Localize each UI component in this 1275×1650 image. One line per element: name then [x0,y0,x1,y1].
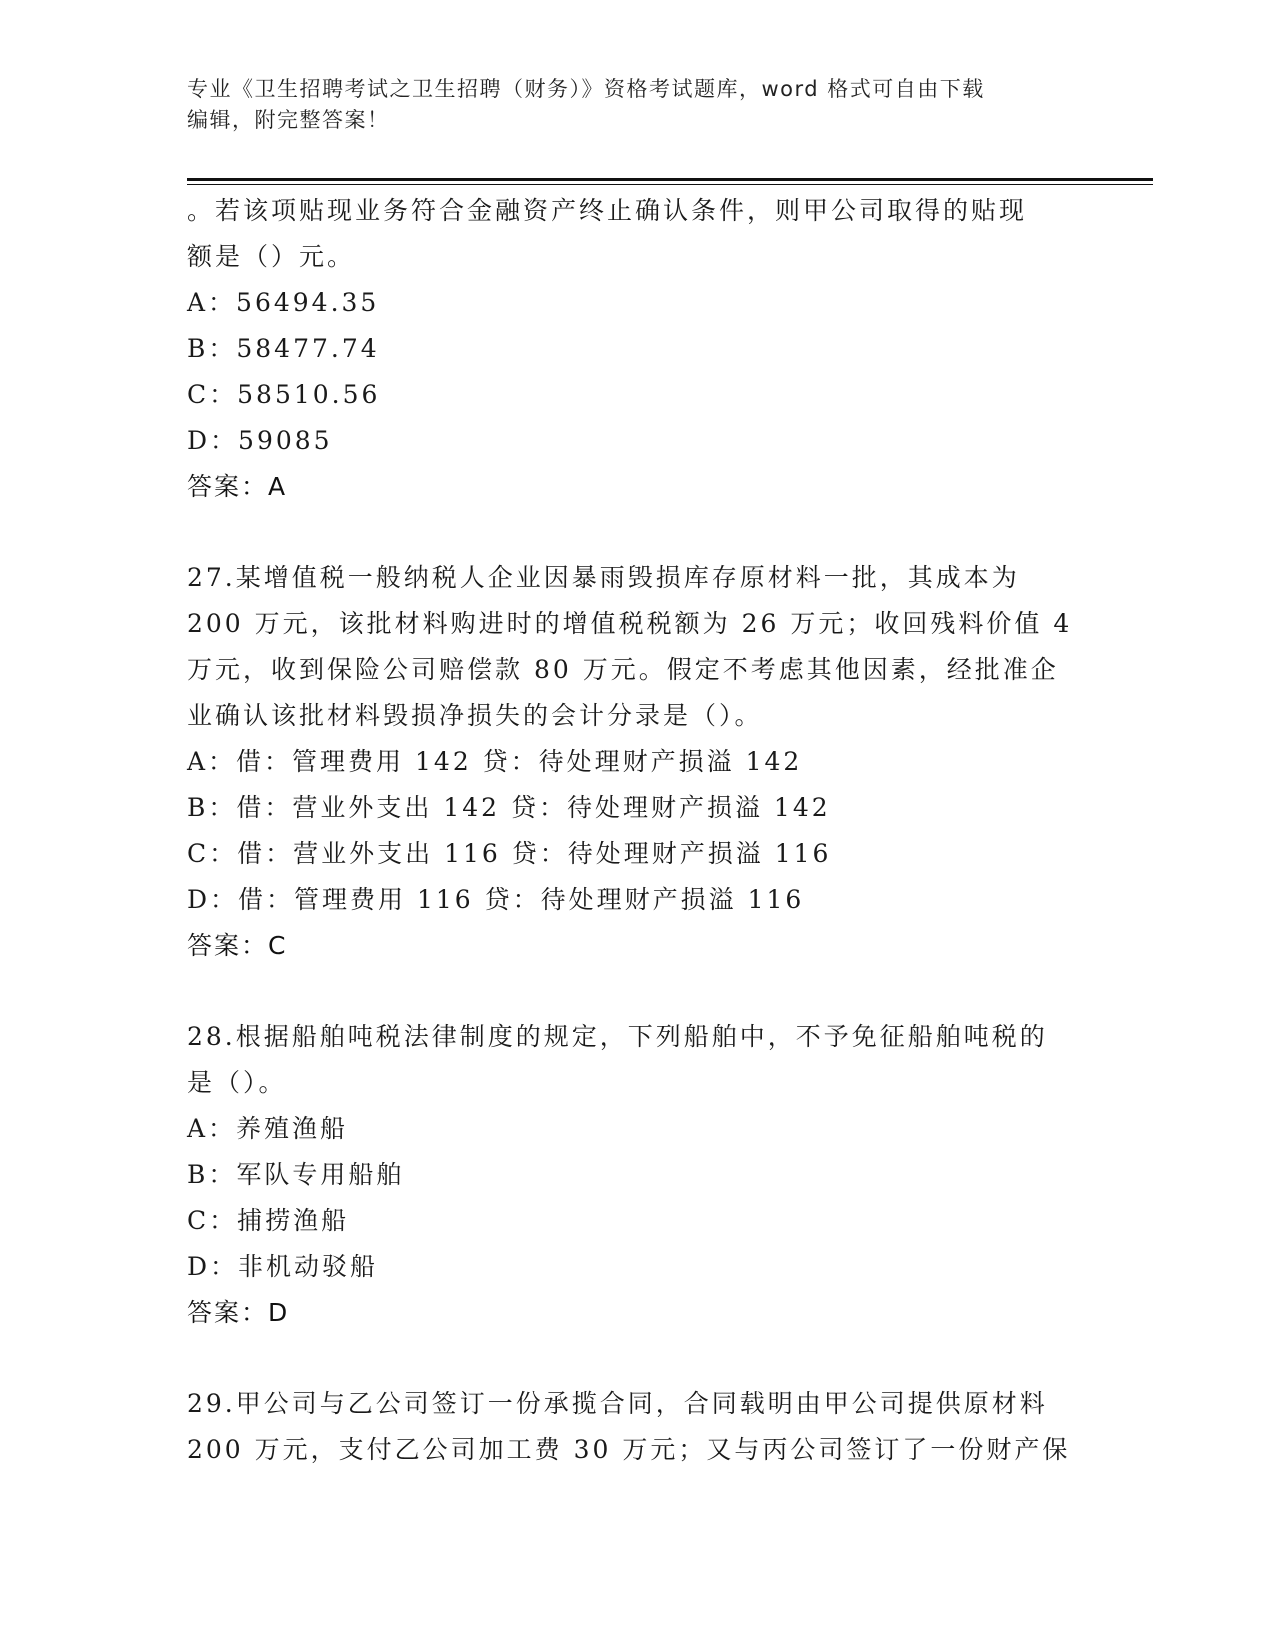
option-c: C：捕捞渔船 [187,1206,350,1235]
answer-line: 答案：A [187,472,288,501]
question-stem-line: 28.根据船舶吨税法律制度的规定，下列船舶中，不予免征船舶吨税的 [187,1022,1048,1051]
question-stem-line: 。若该项贴现业务符合金融资产终止确认条件，则甲公司取得的贴现 [187,196,1028,225]
option-a: A：借：管理费用 142 贷：待处理财产损溢 142 [187,747,803,776]
option-d: D：非机动驳船 [187,1252,379,1281]
option-b: B：借：营业外支出 142 贷：待处理财产损溢 142 [187,793,831,822]
question-stem-line: 是（）。 [187,1068,287,1097]
option-a: A：56494.35 [187,288,380,317]
option-d: D：借：管理费用 116 贷：待处理财产损溢 116 [187,885,805,914]
question-stem-line: 29.甲公司与乙公司签订一份承揽合同，合同载明由甲公司提供原材料 [187,1389,1048,1418]
question-spacer [187,1336,1087,1381]
question-stem-line: 27.某增值税一般纳税人企业因暴雨毁损库存原材料一批，其成本为 [187,563,1020,592]
option-a: A：养殖渔船 [187,1114,349,1143]
question-stem-line: 200 万元，该批材料购进时的增值税税额为 26 万元；收回残料价值 4 [187,609,1073,638]
header-line-2: 编辑，附完整答案！ [187,108,390,132]
option-d: D：59085 [187,426,333,455]
question-stem-line: 万元，收到保险公司赔偿款 80 万元。假定不考虑其他因素，经批准企 [187,655,1059,684]
question-block [187,188,1087,510]
question-stem-line: 200 万元，支付乙公司加工费 30 万元；又与丙公司签订了一份财产保 [187,1435,1071,1464]
option-c: C：借：营业外支出 116 贷：待处理财产损溢 116 [187,839,832,868]
question-block [187,1014,1087,1336]
question-spacer [187,510,1087,555]
question-list [187,188,1087,1473]
answer-line: 答案：D [187,1298,290,1327]
header-divider-thick [187,178,1153,181]
document-header [187,74,1067,136]
answer-line: 答案：C [187,931,288,960]
question-stem-line: 额是（）元。 [187,242,356,271]
option-b: B：军队专用船舶 [187,1160,405,1189]
question-block [187,1381,1087,1473]
question-block [187,555,1087,969]
option-b: B：58477.74 [187,334,380,363]
question-spacer [187,969,1087,1014]
option-c: C：58510.56 [187,380,381,409]
header-divider-thin [187,184,1153,185]
question-stem-line: 业确认该批材料毁损净损失的会计分录是（）。 [187,701,763,730]
header-line-1: 专业《卫生招聘考试之卫生招聘（财务）》资格考试题库，word 格式可自由下载 [187,77,985,101]
